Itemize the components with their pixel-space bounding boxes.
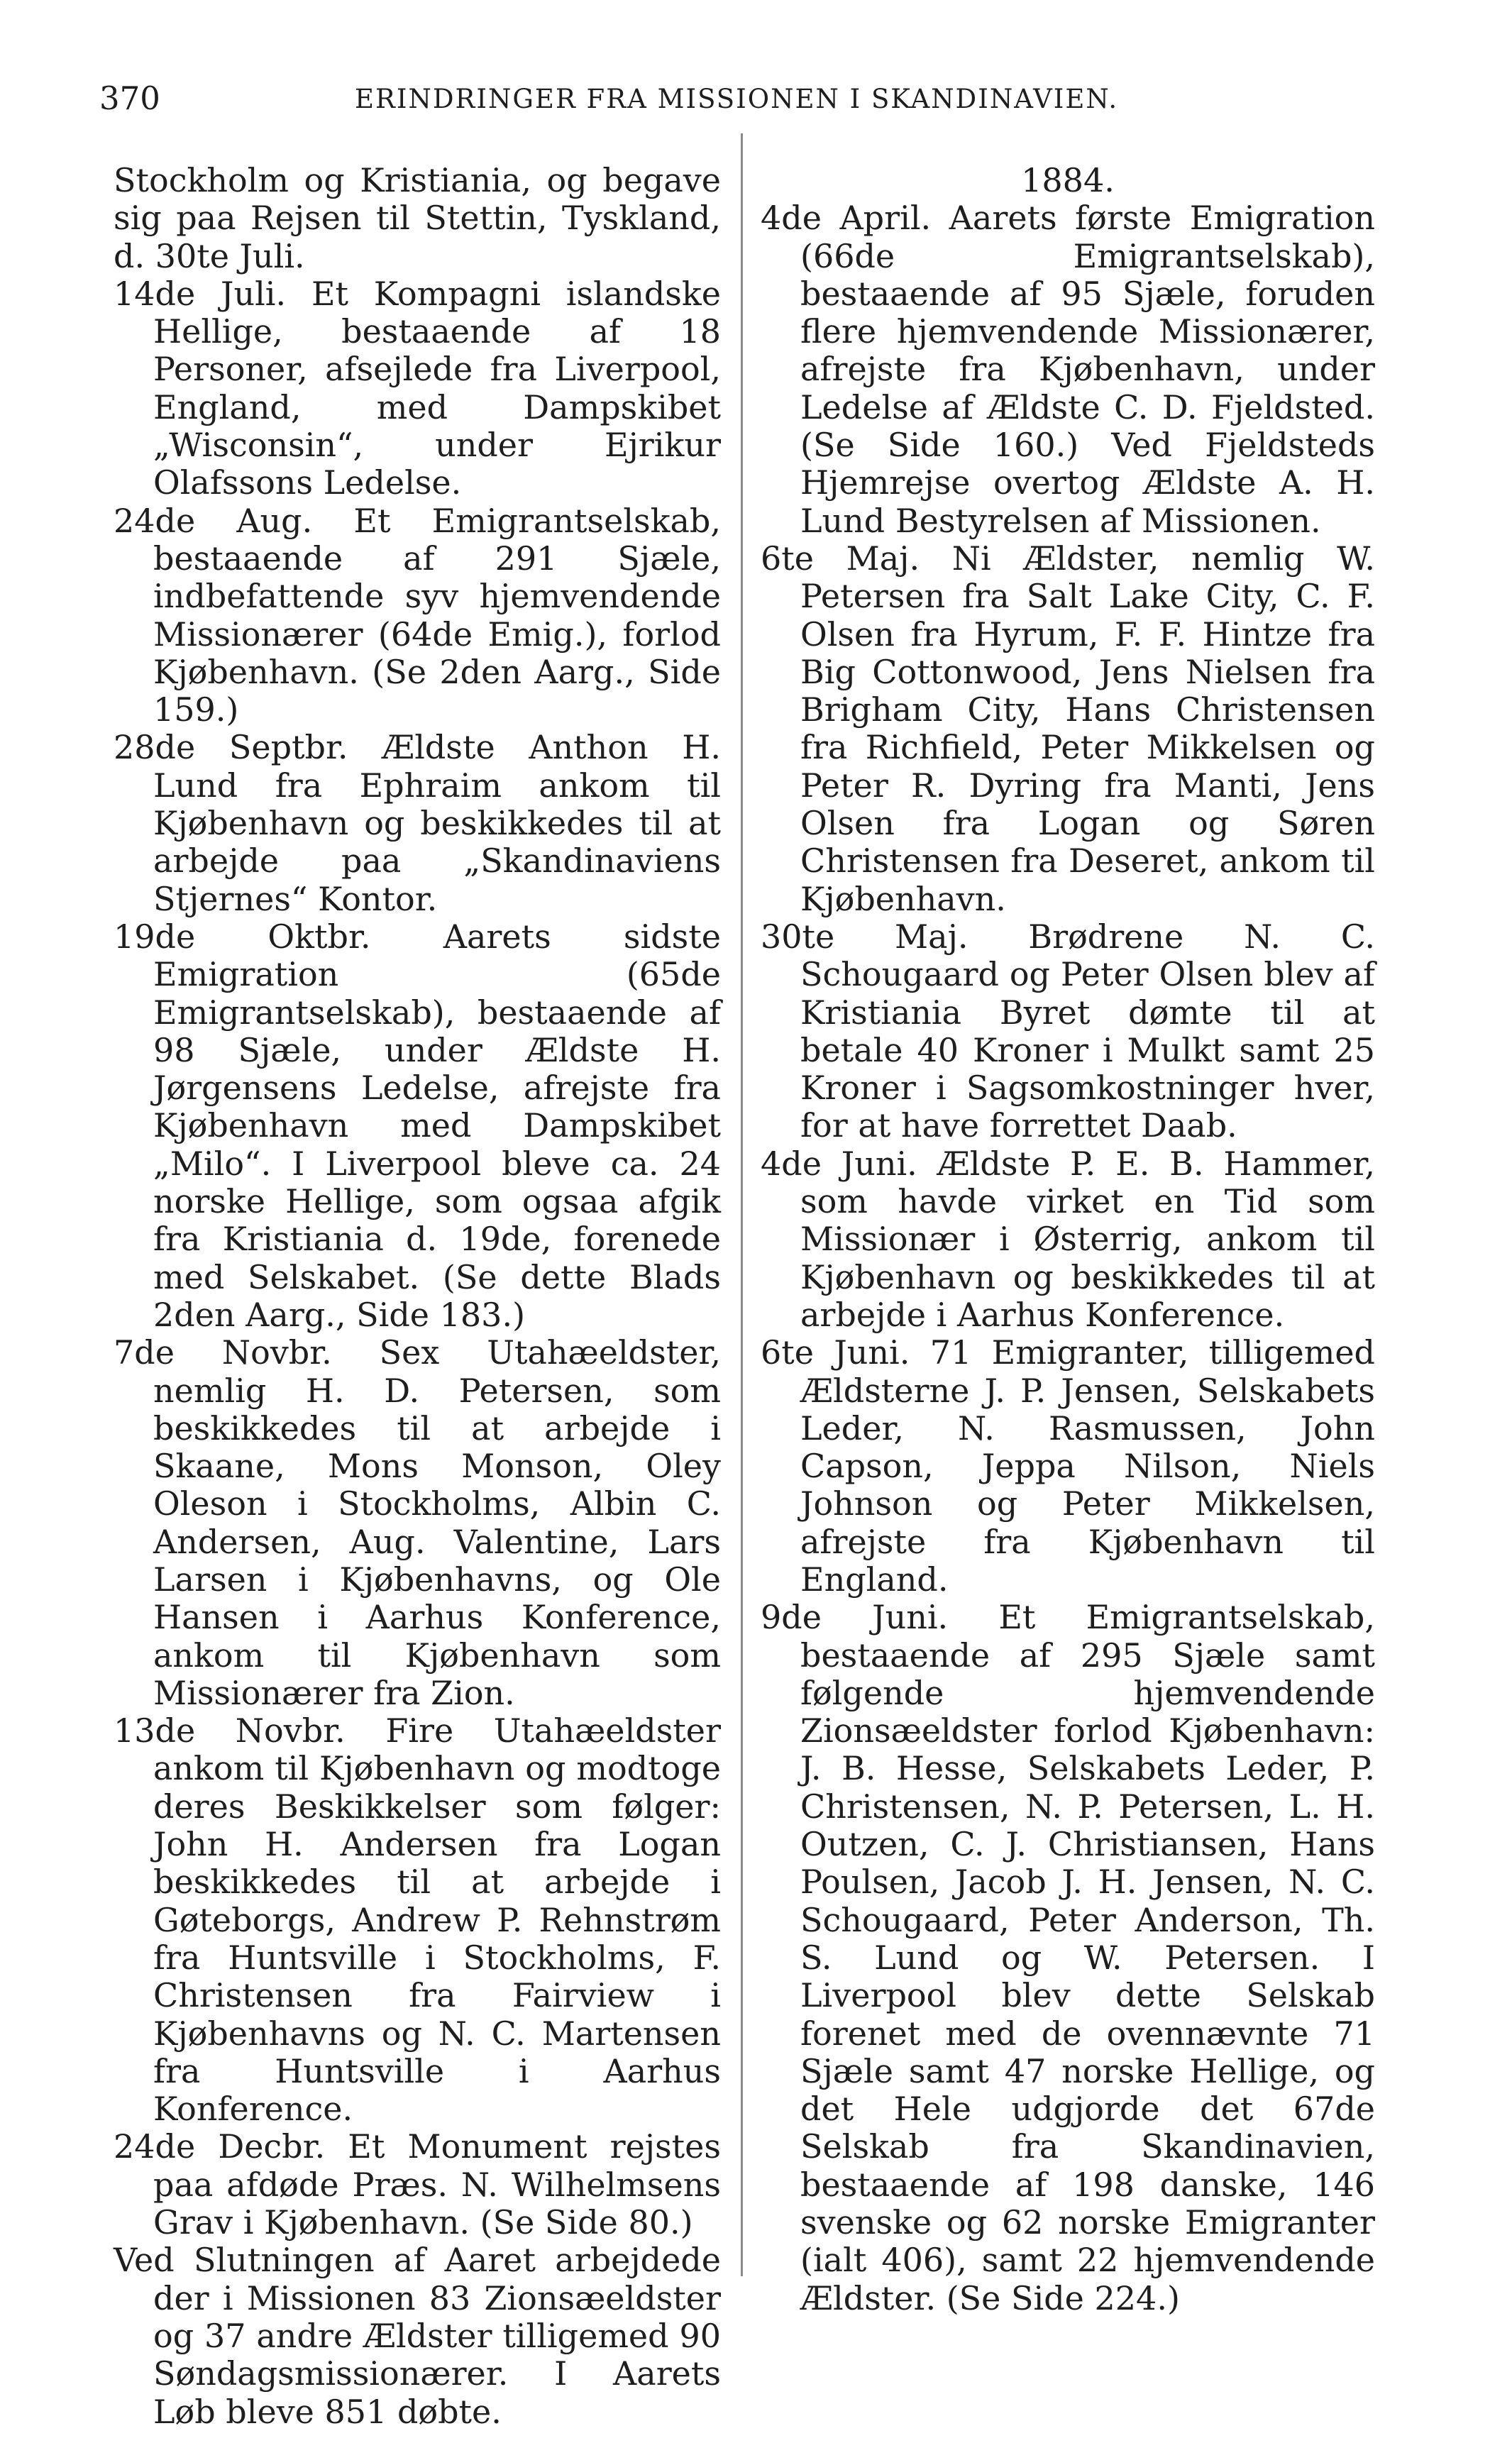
running-head: ERINDRINGER FRA MISSIONEN I SKANDINAVIEN.: [355, 84, 1119, 114]
chronicle-entry: 9de Juni. Et Emigrantselskab, bestaaende af 295 Sjæle samt følgende hjemvendende Zionsæeldster forlod Kjøbenhavn: J. B. Hesse, Selskabets Leder, P. Christensen, N. P. Petersen, L. H. Outzen, C. J. Christiansen, Hans Poulsen, Jacob J. H. Jensen, N. C. Schougaard, Peter Anderson, Th. S. Lund og W. Petersen. I Liverpool blev dette Selskab forenet med de ovennævnte 71 Sjæle samt 47 norske Hellige, og det Hele udgjorde det 67de Selskab fra Skandinavien, bestaaende af 198 danske, 146 svenske og 62 norske Emigranter (ialt 406), samt 22 hjemvendende Ældster. (Se Side 224.): [761, 1598, 1375, 2317]
year-summary-paragraph: Ved Slutningen af Aaret arbejdede der i Missionen 83 Zionsæeldster og 37 andre Ældster tilligemed 90 Søndagsmissionærer. I Aarets Løb bleve 851 døbte.: [114, 2241, 721, 2431]
page-number: 370: [99, 79, 160, 117]
chronicle-entry: 6te Juni. 71 Emigranter, tilligemed Ældsterne J. P. Jensen, Selskabets Leder, N. Rasmussen, John Capson, Jeppa Nilson, Niels Johnson og Peter Mikkelsen, afrejste fra Kjøbenhavn til England.: [761, 1333, 1375, 1599]
chronicle-entry: 28de Septbr. Ældste Anthon H. Lund fra Ephraim ankom til Kjøbenhavn og beskikkedes til at arbejde paa „Skandinaviens Stjernes“ Kontor.: [114, 728, 721, 918]
right-column: [761, 162, 1375, 2317]
chronicle-entry: 24de Decbr. Et Monument rejstes paa afdøde Præs. N. Wilhelmsens Grav i Kjøbenhavn. (Se Side 80.): [114, 2127, 721, 2242]
chronicle-entry: 6te Maj. Ni Ældster, nemlig W. Petersen fra Salt Lake City, C. F. Olsen fra Hyrum, F. F. Hintze fra Big Cottonwood, Jens Nielsen fra Brigham City, Hans Christensen fra Richfield, Peter Mikkelsen og Peter R. Dyring fra Manti, Jens Olsen fra Logan og Søren Christensen fra Deseret, ankom til Kjøbenhavn.: [761, 539, 1375, 918]
continuation-paragraph: Stockholm og Kristiania, og begave sig paa Rejsen til Stettin, Tyskland, d. 30te Juli.: [114, 161, 721, 275]
chronicle-entry: 19de Oktbr. Aarets sidste Emigration (65de Emigrantselskab), bestaaende af 98 Sjæle, under Ældste H. Jørgensens Ledelse, afrejste fra Kjøbenhavn med Dampskibet „Milo“. I Liverpool bleve ca. 24 norske Hellige, som ogsaa afgik fra Kristiania d. 19de, forenede med Selskabet. (Se dette Blads 2den Aarg., Side 183.): [114, 917, 721, 1334]
chronicle-entry: 24de Aug. Et Emigrantselskab, bestaaende af 291 Sjæle, indbefattende syv hjemvendende Missionærer (64de Emig.), forlod Kjøbenhavn. (Se 2den Aarg., Side 159.): [114, 501, 721, 729]
chronicle-entry: 30te Maj. Brødrene N. C. Schougaard og Peter Olsen blev af Kristiania Byret dømte til at betale 40 Kroner i Mulkt samt 25 Kroner i Sagsomkostninger hver, for at have forrettet Daab.: [761, 917, 1375, 1145]
page-header: [99, 79, 1412, 129]
chronicle-entry: 13de Novbr. Fire Utahæeldster ankom til Kjøbenhavn og modtoge deres Beskikkelser som følger: John H. Andersen fra Logan beskikkedes til at arbejde i Gøteborgs, Andrew P. Rehnstrøm fra Huntsville i Stockholms, F. Christensen fra Fairview i Kjøbenhavns og N. C. Martensen fra Huntsville i Aarhus Konference.: [114, 1711, 721, 2129]
year-heading: 1884.: [1021, 161, 1115, 199]
chronicle-entry: 14de Juli. Et Kompagni islandske Hellige, bestaaende af 18 Personer, afsejlede fra Liverpool, England, med Dampskibet „Wisconsin“, under Ejrikur Olafssons Ledelse.: [114, 274, 721, 502]
column-divider: [741, 133, 743, 2276]
chronicle-entry: 4de Juni. Ældste P. E. B. Hammer, som havde virket en Tid som Missionær i Østerrig, ankom til Kjøbenhavn og beskikkedes til at arbejde i Aarhus Konference.: [761, 1144, 1375, 1334]
left-column: [114, 162, 721, 2431]
chronicle-entry: 7de Novbr. Sex Utahæeldster, nemlig H. D. Petersen, som beskikkedes til at arbejde i Skaane, Mons Monson, Oley Oleson i Stockholms, Albin C. Andersen, Aug. Valentine, Lars Larsen i Kjøbenhavns, og Ole Hansen i Aarhus Konference, ankom til Kjøbenhavn som Missionærer fra Zion.: [114, 1333, 721, 1712]
chronicle-entry: 4de April. Aarets første Emigration (66de Emigrantselskab), bestaaende af 95 Sjæle, foruden flere hjemvendende Missionærer, afrejste fra Kjøbenhavn, under Ledelse af Ældste C. D. Fjeldsted. (Se Side 160.) Ved Fjeldsteds Hjemrejse overtog Ældste A. H. Lund Bestyrelsen af Missionen.: [761, 199, 1375, 540]
